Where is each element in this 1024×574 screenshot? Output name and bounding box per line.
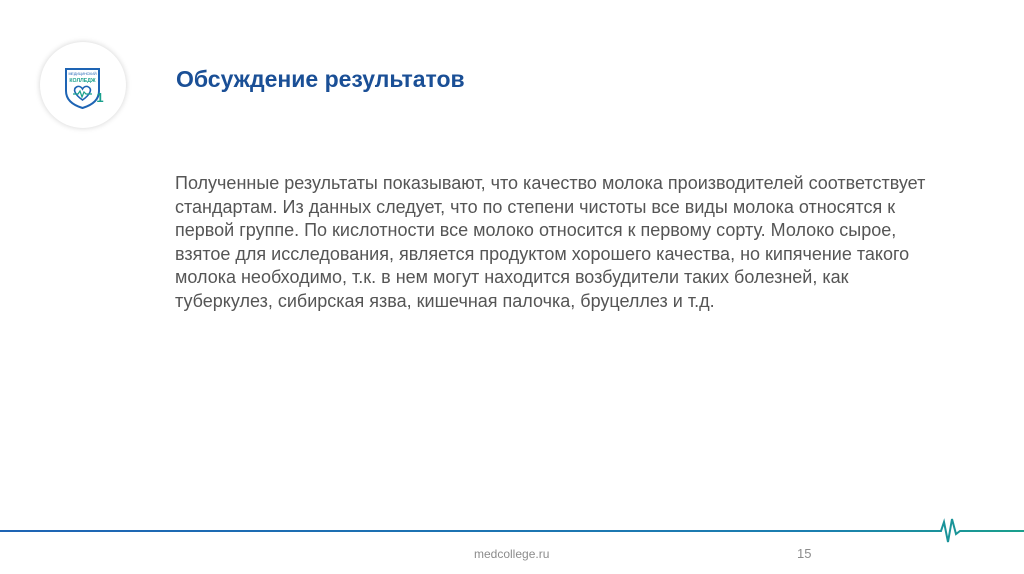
logo-word: КОЛЛЕДЖ — [69, 78, 96, 84]
footer-site-link[interactable]: medcollege.ru — [474, 547, 550, 561]
logo-number: 1 — [96, 90, 104, 105]
logo-top-text: МЕДИЦИНСКИЙ — [68, 72, 97, 76]
slide-body-text: Полученные результаты показывают, что качество молока производителей соответствует стандартам. Из данных следует, что по степени чистоты все виды молока относятся к первой группе. По кислотности все молоко относится к первому сорту. Молоко сырое, взятое для исследования, является продуктом хорошего качества, но кипячение такого молока необходимо, т.к. в нем могут находится возбудители таких болезней, как туберкулез, сибирская язва, кишечная палочка, бруцеллез и т.д. — [175, 173, 926, 311]
slide-title: Обсуждение результатов — [176, 66, 465, 92]
college-logo-icon — [40, 42, 126, 128]
page-number: 15 — [797, 546, 812, 561]
